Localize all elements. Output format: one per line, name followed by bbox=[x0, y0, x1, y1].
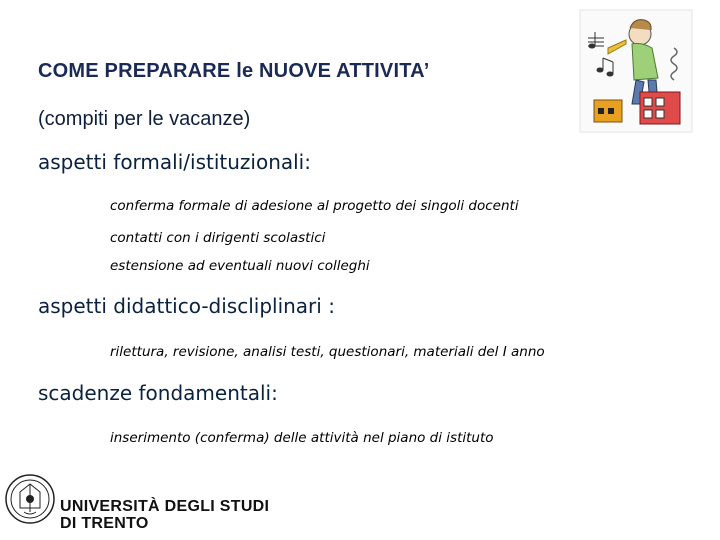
slide-subtitle: (compiti per le vacanze) bbox=[38, 108, 251, 130]
university-name-line2: DI TRENTO bbox=[60, 515, 149, 532]
list-item: inserimento (conferma) delle attività nel piano di istituto bbox=[110, 430, 494, 446]
section-heading-didactic: aspetti didattico-discliplinari : bbox=[38, 294, 335, 318]
university-name-line1: UNIVERSITÀ DEGLI STUDI bbox=[60, 498, 270, 515]
list-item: estensione ad eventuali nuovi colleghi bbox=[110, 258, 370, 274]
section-heading-deadlines: scadenze fondamentali: bbox=[38, 381, 278, 405]
university-logo bbox=[4, 468, 270, 534]
university-seal-icon bbox=[4, 468, 56, 530]
section-heading-formal: aspetti formali/istituzionali: bbox=[38, 150, 311, 174]
slide-title: COME PREPARARE le NUOVE ATTIVITA’ bbox=[38, 60, 430, 82]
student-illustration-icon bbox=[578, 8, 696, 136]
list-item: conferma formale di adesione al progetto dei singoli docenti bbox=[110, 198, 519, 214]
list-item: rilettura, revisione, analisi testi, questionari, materiali del I anno bbox=[110, 344, 545, 360]
list-item: contatti con i dirigenti scolastici bbox=[110, 230, 326, 246]
